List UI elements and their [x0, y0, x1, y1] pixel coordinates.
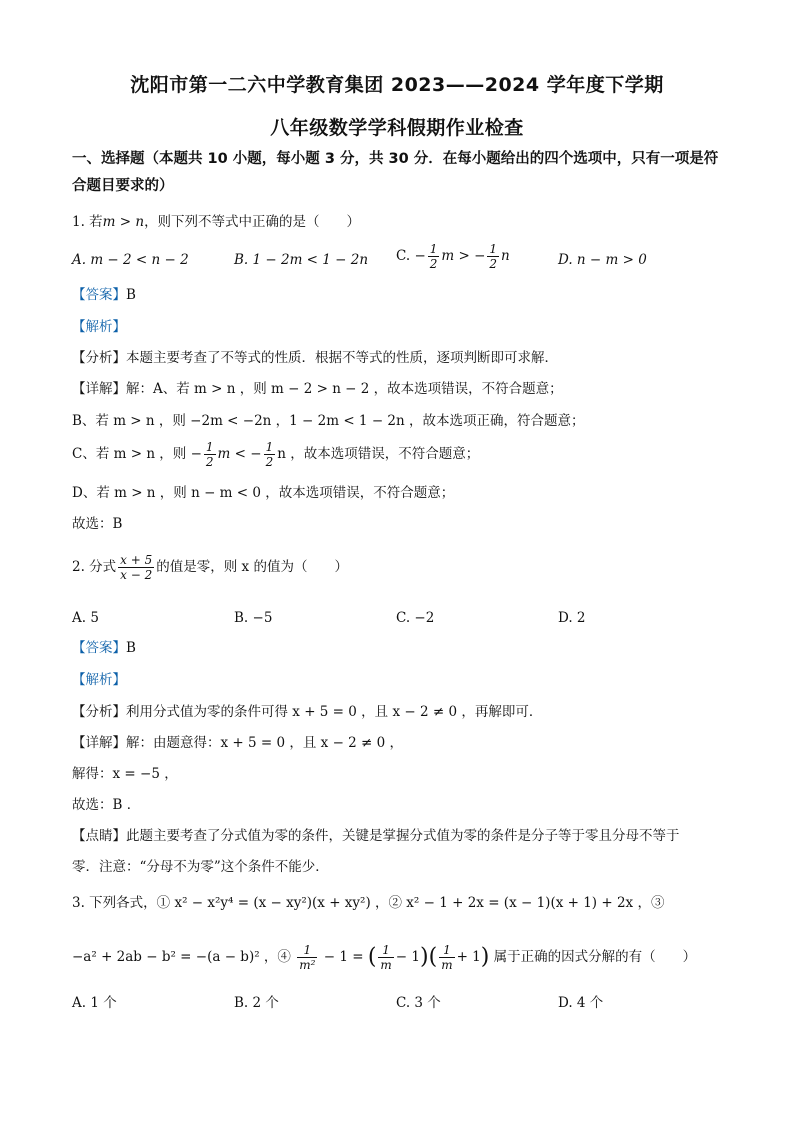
q2-option-d: D. 2 — [558, 610, 586, 626]
exam-title: 沈阳市第一二六中学教育集团 2023——2024 学年度下学期 — [130, 74, 664, 96]
q3-stem-line1: 3. 下列各式，① x² − x²y⁴ = (x − xy²)(x + xy²) ，② x² − 1 + 2x = (x − 1)(x + 1) + 2x ，③ — [72, 895, 665, 911]
q1-choice: 故选：B — [72, 516, 123, 532]
q1-fenxi: 【分析】本题主要考查了不等式的性质．根据不等式的性质，逐项判断即可求解． — [72, 350, 558, 366]
q2-dianjing: 【点睛】此题主要考查了分式值为零的条件，关键是掌握分式值为零的条件是分子等于零且分母不等于 — [72, 828, 680, 844]
section-heading: 一、选择题（本题共 10 小题，每小题 3 分，共 30 分．在每小题给出的四个选项中，只有一项是符合题目要求的） — [72, 151, 719, 194]
q2-choice: 故选：B ． — [72, 797, 141, 813]
q1-detail-b: B、若 m > n ，则 −2m < −2n ，1 − 2m < 1 − 2n ，故本选项正确，符合题意； — [72, 413, 585, 429]
q3-stem-line2: −a² + 2ab − b² = −(a − b)² ，④ $\frac{1}{\text{m²}}$ − 1 = ( $\frac{1}{m}$ − 1)( $\frac{1}{m}$ + 1) 属于正确的因式分解的有（ ） — [72, 943, 697, 972]
q1-option-b: B. 1 − 2m < 1 − 2n — [234, 252, 369, 268]
q2-detail: 【详解】解：由题意得：x + 5 = 0 ，且 x − 2 ≠ 0 ， — [72, 735, 404, 751]
q1-answer: 【答案】B — [72, 287, 136, 303]
exam-subtitle: 八年级数学学科假期作业检查 — [270, 117, 524, 139]
q2-option-a: A. 5 — [72, 610, 99, 626]
q2-analysis-label: 【解析】 — [72, 672, 126, 688]
q3-option-d: D. 4 个 — [558, 995, 604, 1011]
q1-stem: 1. 若m > n，则下列不等式中正确的是（ ） — [72, 214, 361, 230]
q1-detail-c: C、若 m > n ，则 − $\frac{1}{2}$ m < − $\frac{1}{2}$ n ，故本选项错误，不符合题意； — [72, 440, 480, 469]
q2-option-c: C. −2 — [396, 610, 435, 626]
q2-solve: 解得：x = −5 ， — [72, 766, 178, 782]
q2-dianjing-cont: 零．注意：“分母不为零”这个条件不能少． — [72, 859, 329, 875]
q1-option-a: A. m − 2 < n − 2 — [72, 252, 189, 268]
q3-option-b: B. 2 个 — [234, 995, 279, 1011]
q3-option-c: C. 3 个 — [396, 995, 441, 1011]
q1-option-c: C. − $\frac{1}{2}$ m > − $\frac{1}{2}$ n — [396, 242, 510, 271]
q2-fenxi: 【分析】利用分式值为零的条件可得 x + 5 = 0 ，且 x − 2 ≠ 0 ，再解即可． — [72, 704, 543, 720]
q2-option-b: B. −5 — [234, 610, 273, 626]
q1-detail-d: D、若 m > n ，则 n − m < 0 ，故本选项错误，不符合题意； — [72, 485, 455, 501]
q2-answer: 【答案】B — [72, 640, 136, 656]
q1-detail-a: 【详解】解：A、若 m > n ，则 m − 2 > n − 2 ，故本选项错误，不符合题意； — [72, 381, 563, 397]
q3-option-a: A. 1 个 — [72, 995, 117, 1011]
q1-analysis-label: 【解析】 — [72, 319, 126, 335]
q2-stem: 2. 分式 $\frac{x + 5}{x - 2}$ 的值是零，则 x 的值为（ ） — [72, 553, 348, 582]
q1-option-d: D. n − m > 0 — [558, 252, 647, 268]
